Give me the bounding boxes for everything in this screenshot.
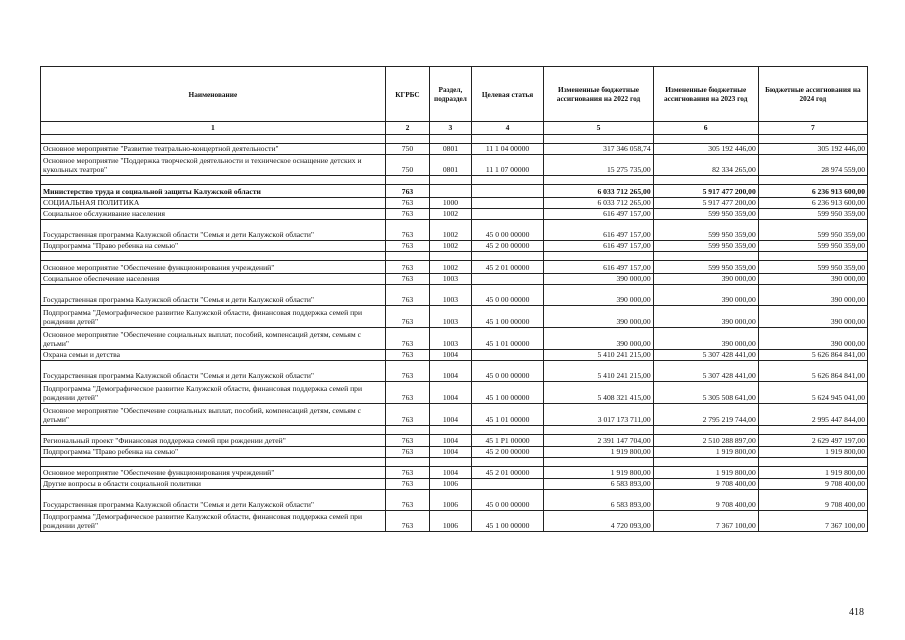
row-2024: 2 629 497 197,00 xyxy=(758,435,867,447)
row-2024: 1 919 800,00 xyxy=(758,467,867,479)
row-2024: 599 950 359,00 xyxy=(758,261,867,274)
spacer-cell xyxy=(544,176,653,185)
row-section: 1004 xyxy=(430,361,471,382)
spacer-cell xyxy=(653,176,758,185)
spacer-cell xyxy=(758,135,867,144)
row-name: Социальное обеспечение населения xyxy=(41,274,386,285)
spacer-cell xyxy=(471,252,544,261)
spacer-cell xyxy=(653,252,758,261)
row-name: Основное мероприятие "Развитие театрально-концертной деятельности" xyxy=(41,144,386,155)
row-kgrbs: 763 xyxy=(385,382,429,404)
header-section: Раздел, подраздел xyxy=(430,67,471,122)
row-name: Государственная программа Калужской области "Семья и дети Калужской области" xyxy=(41,220,386,241)
row-section: 1000 xyxy=(430,198,471,209)
spacer-cell xyxy=(385,176,429,185)
column-number: 3 xyxy=(430,122,471,135)
spacer-cell xyxy=(758,458,867,467)
table-row xyxy=(41,285,868,306)
row-2024: 599 950 359,00 xyxy=(758,209,867,220)
row-target xyxy=(471,209,544,220)
row-name: Основное мероприятие "Обеспечение социальных выплат, пособий, компенсаций детям, семьям с детьми" xyxy=(41,404,386,426)
row-section xyxy=(430,185,471,198)
table-row xyxy=(41,241,868,252)
column-number: 5 xyxy=(544,122,653,135)
row-2022: 390 000,00 xyxy=(544,306,653,328)
row-target: 11 1 07 00000 xyxy=(471,155,544,176)
header-target: Целевая статья xyxy=(471,67,544,122)
row-2024: 28 974 559,00 xyxy=(758,155,867,176)
table-row xyxy=(41,209,868,220)
row-2024: 390 000,00 xyxy=(758,274,867,285)
row-kgrbs: 763 xyxy=(385,467,429,479)
row-2022: 616 497 157,00 xyxy=(544,220,653,241)
row-target: 45 1 00 00000 xyxy=(471,511,544,532)
column-number: 6 xyxy=(653,122,758,135)
row-2022: 390 000,00 xyxy=(544,328,653,350)
table-row xyxy=(41,467,868,479)
spacer-row xyxy=(41,176,868,185)
spacer-cell xyxy=(430,252,471,261)
row-2022: 6 033 712 265,00 xyxy=(544,185,653,198)
row-name: Государственная программа Калужской области "Семья и дети Калужской области" xyxy=(41,490,386,511)
table-row xyxy=(41,261,868,274)
budget-table xyxy=(40,66,868,532)
table-row xyxy=(41,479,868,490)
row-2022: 616 497 157,00 xyxy=(544,209,653,220)
row-section: 0801 xyxy=(430,144,471,155)
row-target: 45 2 00 00000 xyxy=(471,447,544,458)
row-section: 1006 xyxy=(430,511,471,532)
row-name: Подпрограмма "Право ребенка на семью" xyxy=(41,241,386,252)
column-number: 2 xyxy=(385,122,429,135)
row-kgrbs: 763 xyxy=(385,479,429,490)
row-name: Основное мероприятие "Обеспечение функционирования учреждений" xyxy=(41,467,386,479)
row-2022: 5 410 241 215,00 xyxy=(544,361,653,382)
row-2024: 9 708 400,00 xyxy=(758,479,867,490)
table-row xyxy=(41,155,868,176)
row-kgrbs: 763 xyxy=(385,285,429,306)
row-2024: 6 236 913 600,00 xyxy=(758,198,867,209)
row-kgrbs: 763 xyxy=(385,274,429,285)
spacer-cell xyxy=(41,252,386,261)
row-section: 1002 xyxy=(430,220,471,241)
row-2023: 305 192 446,00 xyxy=(653,144,758,155)
row-name: Государственная программа Калужской области "Семья и дети Калужской области" xyxy=(41,361,386,382)
row-section: 1004 xyxy=(430,350,471,361)
row-2023: 5 307 428 441,00 xyxy=(653,361,758,382)
spacer-cell xyxy=(41,426,386,435)
row-target: 11 1 04 00000 xyxy=(471,144,544,155)
row-section: 1006 xyxy=(430,479,471,490)
row-2023: 5 305 508 641,00 xyxy=(653,382,758,404)
spacer-cell xyxy=(430,426,471,435)
spacer-cell xyxy=(471,135,544,144)
row-kgrbs: 763 xyxy=(385,220,429,241)
row-target: 45 1 00 00000 xyxy=(471,382,544,404)
row-2024: 5 626 864 841,00 xyxy=(758,350,867,361)
row-2024: 1 919 800,00 xyxy=(758,447,867,458)
row-name: СОЦИАЛЬНАЯ ПОЛИТИКА xyxy=(41,198,386,209)
row-kgrbs: 763 xyxy=(385,261,429,274)
table-row xyxy=(41,274,868,285)
spacer-cell xyxy=(430,176,471,185)
spacer-cell xyxy=(758,252,867,261)
row-target xyxy=(471,350,544,361)
row-2023: 599 950 359,00 xyxy=(653,241,758,252)
table-row xyxy=(41,185,868,198)
spacer-cell xyxy=(41,135,386,144)
row-target: 45 1 P1 00000 xyxy=(471,435,544,447)
row-2024: 305 192 446,00 xyxy=(758,144,867,155)
row-2024: 5 624 945 041,00 xyxy=(758,382,867,404)
row-2022: 15 275 735,00 xyxy=(544,155,653,176)
row-name: Социальное обслуживание населения xyxy=(41,209,386,220)
row-section: 1004 xyxy=(430,467,471,479)
row-2023: 2 510 288 897,00 xyxy=(653,435,758,447)
row-2024: 599 950 359,00 xyxy=(758,241,867,252)
spacer-cell xyxy=(471,426,544,435)
row-2024: 2 995 447 844,00 xyxy=(758,404,867,426)
row-2023: 390 000,00 xyxy=(653,328,758,350)
row-2023: 599 950 359,00 xyxy=(653,261,758,274)
row-name: Подпрограмма "Демографическое развитие Калужской области, финансовая поддержка семей при рождении детей" xyxy=(41,511,386,532)
header-2022: Измененные бюджетные ассигнования на 2022 год xyxy=(544,67,653,122)
row-target xyxy=(471,274,544,285)
row-target: 45 1 00 00000 xyxy=(471,306,544,328)
table-row xyxy=(41,404,868,426)
column-number: 4 xyxy=(471,122,544,135)
spacer-cell xyxy=(653,458,758,467)
spacer-cell xyxy=(41,458,386,467)
table-row xyxy=(41,306,868,328)
row-name: Региональный проект "Финансовая поддержка семей при рождении детей" xyxy=(41,435,386,447)
row-2023: 599 950 359,00 xyxy=(653,209,758,220)
row-target: 45 2 01 00000 xyxy=(471,261,544,274)
spacer-cell xyxy=(544,458,653,467)
row-2022: 390 000,00 xyxy=(544,274,653,285)
row-section: 1004 xyxy=(430,447,471,458)
row-section: 1003 xyxy=(430,328,471,350)
row-2022: 1 919 800,00 xyxy=(544,447,653,458)
row-2023: 9 708 400,00 xyxy=(653,490,758,511)
row-kgrbs: 763 xyxy=(385,198,429,209)
row-2022: 3 017 173 711,00 xyxy=(544,404,653,426)
row-2023: 5 917 477 200,00 xyxy=(653,198,758,209)
header-2023: Измененные бюджетные ассигнования на 2023 год xyxy=(653,67,758,122)
table-row xyxy=(41,350,868,361)
spacer-row xyxy=(41,252,868,261)
row-2023: 82 334 265,00 xyxy=(653,155,758,176)
column-number: 1 xyxy=(41,122,386,135)
row-section: 1003 xyxy=(430,274,471,285)
spacer-cell xyxy=(385,252,429,261)
row-section: 1003 xyxy=(430,285,471,306)
row-kgrbs: 750 xyxy=(385,155,429,176)
row-2022: 6 583 893,00 xyxy=(544,490,653,511)
header-2024: Бюджетные ассигнования на 2024 год xyxy=(758,67,867,122)
spacer-cell xyxy=(471,458,544,467)
row-2023: 5 307 428 441,00 xyxy=(653,350,758,361)
row-2022: 1 919 800,00 xyxy=(544,467,653,479)
spacer-cell xyxy=(471,176,544,185)
table-row xyxy=(41,447,868,458)
header-name: Наименование xyxy=(41,67,386,122)
row-name: Подпрограмма "Демографическое развитие Калужской области, финансовая поддержка семей при рождении детей" xyxy=(41,306,386,328)
table-row xyxy=(41,328,868,350)
row-kgrbs: 763 xyxy=(385,435,429,447)
row-name: Подпрограмма "Право ребенка на семью" xyxy=(41,447,386,458)
row-target: 45 0 00 00000 xyxy=(471,490,544,511)
spacer-row xyxy=(41,135,868,144)
row-2022: 616 497 157,00 xyxy=(544,241,653,252)
row-target: 45 1 01 00000 xyxy=(471,328,544,350)
spacer-cell xyxy=(544,252,653,261)
row-kgrbs: 763 xyxy=(385,185,429,198)
table-row xyxy=(41,220,868,241)
row-2024: 9 708 400,00 xyxy=(758,490,867,511)
spacer-cell xyxy=(385,135,429,144)
row-target xyxy=(471,198,544,209)
row-name: Охрана семьи и детства xyxy=(41,350,386,361)
row-2024: 5 626 864 841,00 xyxy=(758,361,867,382)
row-name: Основное мероприятие "Обеспечение социальных выплат, пособий, компенсаций детям, семьям с детьми" xyxy=(41,328,386,350)
row-section: 0801 xyxy=(430,155,471,176)
row-kgrbs: 763 xyxy=(385,404,429,426)
row-target xyxy=(471,185,544,198)
table-row xyxy=(41,144,868,155)
spacer-cell xyxy=(758,176,867,185)
spacer-cell xyxy=(544,426,653,435)
row-2022: 5 410 241 215,00 xyxy=(544,350,653,361)
row-kgrbs: 763 xyxy=(385,241,429,252)
row-target: 45 0 00 00000 xyxy=(471,285,544,306)
row-2022: 390 000,00 xyxy=(544,285,653,306)
spacer-row xyxy=(41,426,868,435)
row-section: 1002 xyxy=(430,261,471,274)
spacer-cell xyxy=(544,135,653,144)
table-body xyxy=(41,67,868,532)
row-target: 45 1 01 00000 xyxy=(471,404,544,426)
row-section: 1003 xyxy=(430,306,471,328)
spacer-cell xyxy=(385,426,429,435)
spacer-cell xyxy=(653,135,758,144)
row-2022: 2 391 147 704,00 xyxy=(544,435,653,447)
row-2023: 1 919 800,00 xyxy=(653,447,758,458)
row-2024: 599 950 359,00 xyxy=(758,220,867,241)
row-kgrbs: 763 xyxy=(385,361,429,382)
row-target: 45 2 01 00000 xyxy=(471,467,544,479)
row-2024: 7 367 100,00 xyxy=(758,511,867,532)
row-2023: 390 000,00 xyxy=(653,285,758,306)
row-2023: 390 000,00 xyxy=(653,306,758,328)
table-row xyxy=(41,361,868,382)
page-number: 418 xyxy=(849,607,864,618)
row-kgrbs: 763 xyxy=(385,209,429,220)
row-2022: 317 346 058,74 xyxy=(544,144,653,155)
spacer-cell xyxy=(430,458,471,467)
spacer-cell xyxy=(41,176,386,185)
header-row xyxy=(41,67,868,122)
row-section: 1002 xyxy=(430,209,471,220)
table-row xyxy=(41,382,868,404)
table-row xyxy=(41,490,868,511)
column-number-row xyxy=(41,122,868,135)
row-2023: 1 919 800,00 xyxy=(653,467,758,479)
row-section: 1002 xyxy=(430,241,471,252)
table-row xyxy=(41,198,868,209)
row-kgrbs: 763 xyxy=(385,350,429,361)
row-2023: 390 000,00 xyxy=(653,274,758,285)
row-2024: 6 236 913 600,00 xyxy=(758,185,867,198)
row-name: Другие вопросы в области социальной политики xyxy=(41,479,386,490)
column-number: 7 xyxy=(758,122,867,135)
table-row xyxy=(41,435,868,447)
spacer-cell xyxy=(385,458,429,467)
row-kgrbs: 763 xyxy=(385,328,429,350)
row-target: 45 2 00 00000 xyxy=(471,241,544,252)
row-name: Основное мероприятие "Поддержка творческой деятельности и техническое оснащение детских и кукольных театров" xyxy=(41,155,386,176)
row-2022: 5 408 321 415,00 xyxy=(544,382,653,404)
row-target: 45 0 00 00000 xyxy=(471,220,544,241)
row-2022: 6 583 893,00 xyxy=(544,479,653,490)
row-2022: 4 720 093,00 xyxy=(544,511,653,532)
row-section: 1004 xyxy=(430,382,471,404)
row-2023: 599 950 359,00 xyxy=(653,220,758,241)
row-2022: 6 033 712 265,00 xyxy=(544,198,653,209)
row-kgrbs: 763 xyxy=(385,511,429,532)
row-name: Министерство труда и социальной защиты Калужской области xyxy=(41,185,386,198)
row-2023: 5 917 477 200,00 xyxy=(653,185,758,198)
spacer-cell xyxy=(430,135,471,144)
header-kgrbs: КГРБС xyxy=(385,67,429,122)
row-kgrbs: 763 xyxy=(385,447,429,458)
row-name: Основное мероприятие "Обеспечение функционирования учреждений" xyxy=(41,261,386,274)
row-target: 45 0 00 00000 xyxy=(471,361,544,382)
row-2023: 7 367 100,00 xyxy=(653,511,758,532)
row-2024: 390 000,00 xyxy=(758,328,867,350)
row-2024: 390 000,00 xyxy=(758,306,867,328)
row-section: 1004 xyxy=(430,404,471,426)
row-2023: 2 795 219 744,00 xyxy=(653,404,758,426)
spacer-cell xyxy=(653,426,758,435)
row-2024: 390 000,00 xyxy=(758,285,867,306)
row-2023: 9 708 400,00 xyxy=(653,479,758,490)
row-kgrbs: 763 xyxy=(385,306,429,328)
row-name: Подпрограмма "Демографическое развитие Калужской области, финансовая поддержка семей при рождении детей" xyxy=(41,382,386,404)
row-section: 1004 xyxy=(430,435,471,447)
row-section: 1006 xyxy=(430,490,471,511)
row-name: Государственная программа Калужской области "Семья и дети Калужской области" xyxy=(41,285,386,306)
spacer-cell xyxy=(758,426,867,435)
row-kgrbs: 750 xyxy=(385,144,429,155)
row-kgrbs: 763 xyxy=(385,490,429,511)
spacer-row xyxy=(41,458,868,467)
table-row xyxy=(41,511,868,532)
row-target xyxy=(471,479,544,490)
row-2022: 616 497 157,00 xyxy=(544,261,653,274)
